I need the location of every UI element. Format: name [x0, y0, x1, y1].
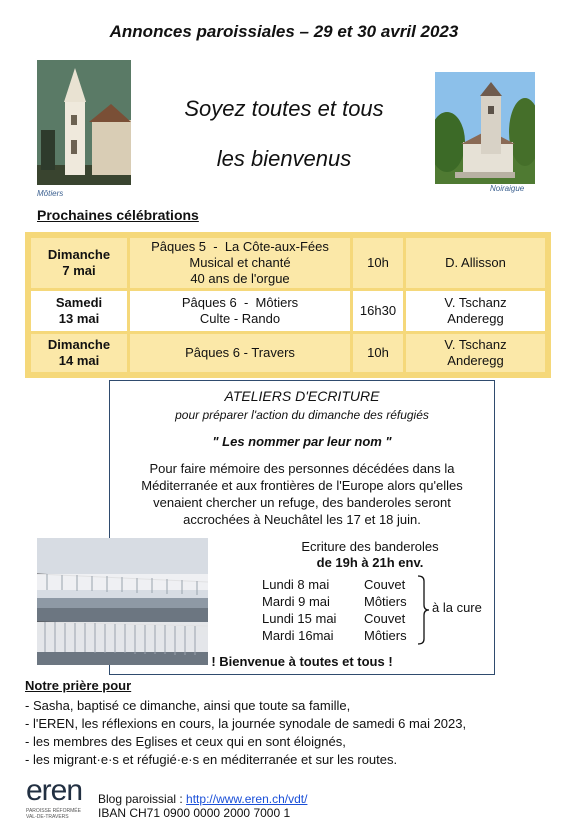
page-title: Annonces paroissiales – 29 et 30 avril 2023	[109, 22, 459, 41]
session-3-place: Couvet	[364, 611, 406, 626]
description-line-1: Pour faire mémoire des personnes décédées dans la	[149, 461, 455, 476]
prayer-item-4: - les migrant·e·s et réfugié·e·s en méditerranée et sur les routes.	[25, 752, 398, 767]
session-dates	[262, 576, 336, 644]
description-line-4: accrochées à Neuchâtel les 17 et 18 juin.	[183, 512, 421, 527]
row-2-officiant-line-2: Anderegg	[447, 311, 504, 326]
workshop-closing: ! Bienvenue à toutes et tous !	[211, 654, 393, 669]
session-1-date: Lundi 8 mai	[262, 577, 330, 592]
banner-schedule-title: Ecriture des banderoles	[301, 539, 439, 554]
row-1-line-1: Pâques 5 - La Côte-aux-Fées	[151, 239, 329, 254]
row-1-time: 10h	[353, 238, 403, 288]
row-2-line-1: Pâques 6 - Môtiers	[181, 295, 299, 310]
prayer-item-2: - l'EREN, les réflexions en cours, la journée synodale de samedi 6 mai 2023,	[25, 716, 467, 731]
row-3-date: 14 mai	[58, 353, 100, 368]
session-4-date: Mardi 16mai	[262, 628, 334, 643]
logo-subtext-2: VAL-DE-TRAVERS	[26, 814, 69, 820]
location-note: à la cure	[432, 600, 482, 615]
row-3-officiant	[406, 334, 545, 372]
noiraigue-church-photo	[435, 72, 535, 184]
row-1-officiant: D. Allisson	[406, 238, 545, 288]
row-2-officiant-line-1: V. Tschanz	[444, 295, 507, 310]
table-row-2-day	[31, 291, 127, 331]
prayer-item-3-text: les membres des Eglises et ceux qui en sont éloignés,	[32, 734, 346, 749]
banners-lake-photo	[37, 538, 208, 665]
row-1-date: 7 mai	[62, 263, 96, 278]
prayer-item-1: - Sasha, baptisé ce dimanche, ainsi que toute sa famille,	[25, 698, 351, 713]
workshop-description	[110, 460, 494, 528]
blog-link[interactable]: http://www.eren.ch/vdt/	[186, 792, 308, 806]
session-3-date: Lundi 15 mai	[262, 611, 337, 626]
motiers-caption: Môtiers	[37, 189, 64, 198]
session-places	[364, 576, 407, 644]
motiers-church-photo	[37, 60, 131, 185]
description-line-3: venaient chercher un refuge, des banderoles seront	[153, 495, 451, 510]
row-3-line-1: Pâques 6 - Travers	[130, 334, 350, 372]
table-row-1-day	[31, 238, 127, 288]
row-3-officiant-line-2: Anderegg	[447, 353, 504, 368]
logo-wordmark: eren	[26, 774, 83, 807]
prayer-item-4-text: les migrant·e·s et réfugié·e·s en méditerranée et sur les routes.	[32, 752, 398, 767]
prayer-heading: Notre prière pour	[25, 678, 132, 693]
description-line-2: Méditerranée et aux frontières de l'Europe alors qu'elles	[141, 478, 463, 493]
session-2-date: Mardi 9 mai	[262, 594, 330, 609]
row-3-officiant-line-1: V. Tschanz	[444, 337, 507, 352]
welcome-line-1: Soyez toutes et tous	[184, 96, 384, 121]
workshop-title: ATELIERS D'ECRITURE	[224, 388, 380, 404]
banner-schedule-hours: de 19h à 21h env.	[316, 555, 424, 570]
table-row-1-event	[130, 238, 350, 288]
welcome-line-2: les bienvenus	[216, 146, 352, 171]
session-2-place: Môtiers	[364, 594, 407, 609]
logo-subtext-1: PAROISSE RÉFORMÉE	[26, 808, 81, 814]
session-4-place: Môtiers	[364, 628, 407, 643]
row-3-time: 10h	[353, 334, 403, 372]
celebrations-heading: Prochaines célébrations	[37, 207, 199, 223]
row-2-date: 13 mai	[58, 311, 100, 326]
prayer-item-3: - les membres des Eglises et ceux qui en sont éloignés,	[25, 734, 346, 749]
blog-label: Blog paroissial :	[98, 792, 187, 806]
celebrations-table	[25, 232, 551, 378]
row-2-time: 16h30	[353, 291, 403, 331]
iban-text: IBAN CH71 0900 0000 2000 7000 1	[98, 806, 291, 820]
row-1-line-2: Musical et chanté	[189, 255, 291, 270]
right-brace-icon	[416, 575, 430, 645]
row-2-line-2: Culte - Rando	[199, 311, 281, 326]
session-1-place: Couvet	[364, 577, 406, 592]
blog-line	[98, 792, 307, 806]
table-row-3-day	[31, 334, 127, 372]
prayer-item-2-text: l'EREN, les réflexions en cours, la journée synodale de samedi 6 mai 2023,	[32, 716, 467, 731]
noiraigue-caption: Noiraigue	[490, 184, 525, 193]
prayer-item-1-text: Sasha, baptisé ce dimanche, ainsi que toute sa famille,	[32, 698, 351, 713]
row-1-day: Dimanche	[47, 247, 111, 262]
workshop-quote: " Les nommer par leur nom "	[212, 434, 392, 449]
row-2-officiant	[406, 291, 545, 331]
row-1-line-3: 40 ans de l'orgue	[190, 271, 290, 286]
row-3-day: Dimanche	[47, 337, 111, 352]
workshop-subtitle: pour préparer l'action du dimanche des réfugiés	[175, 408, 429, 422]
row-2-day: Samedi	[55, 295, 103, 310]
eren-logo	[26, 776, 92, 826]
table-row-2-event	[130, 291, 350, 331]
